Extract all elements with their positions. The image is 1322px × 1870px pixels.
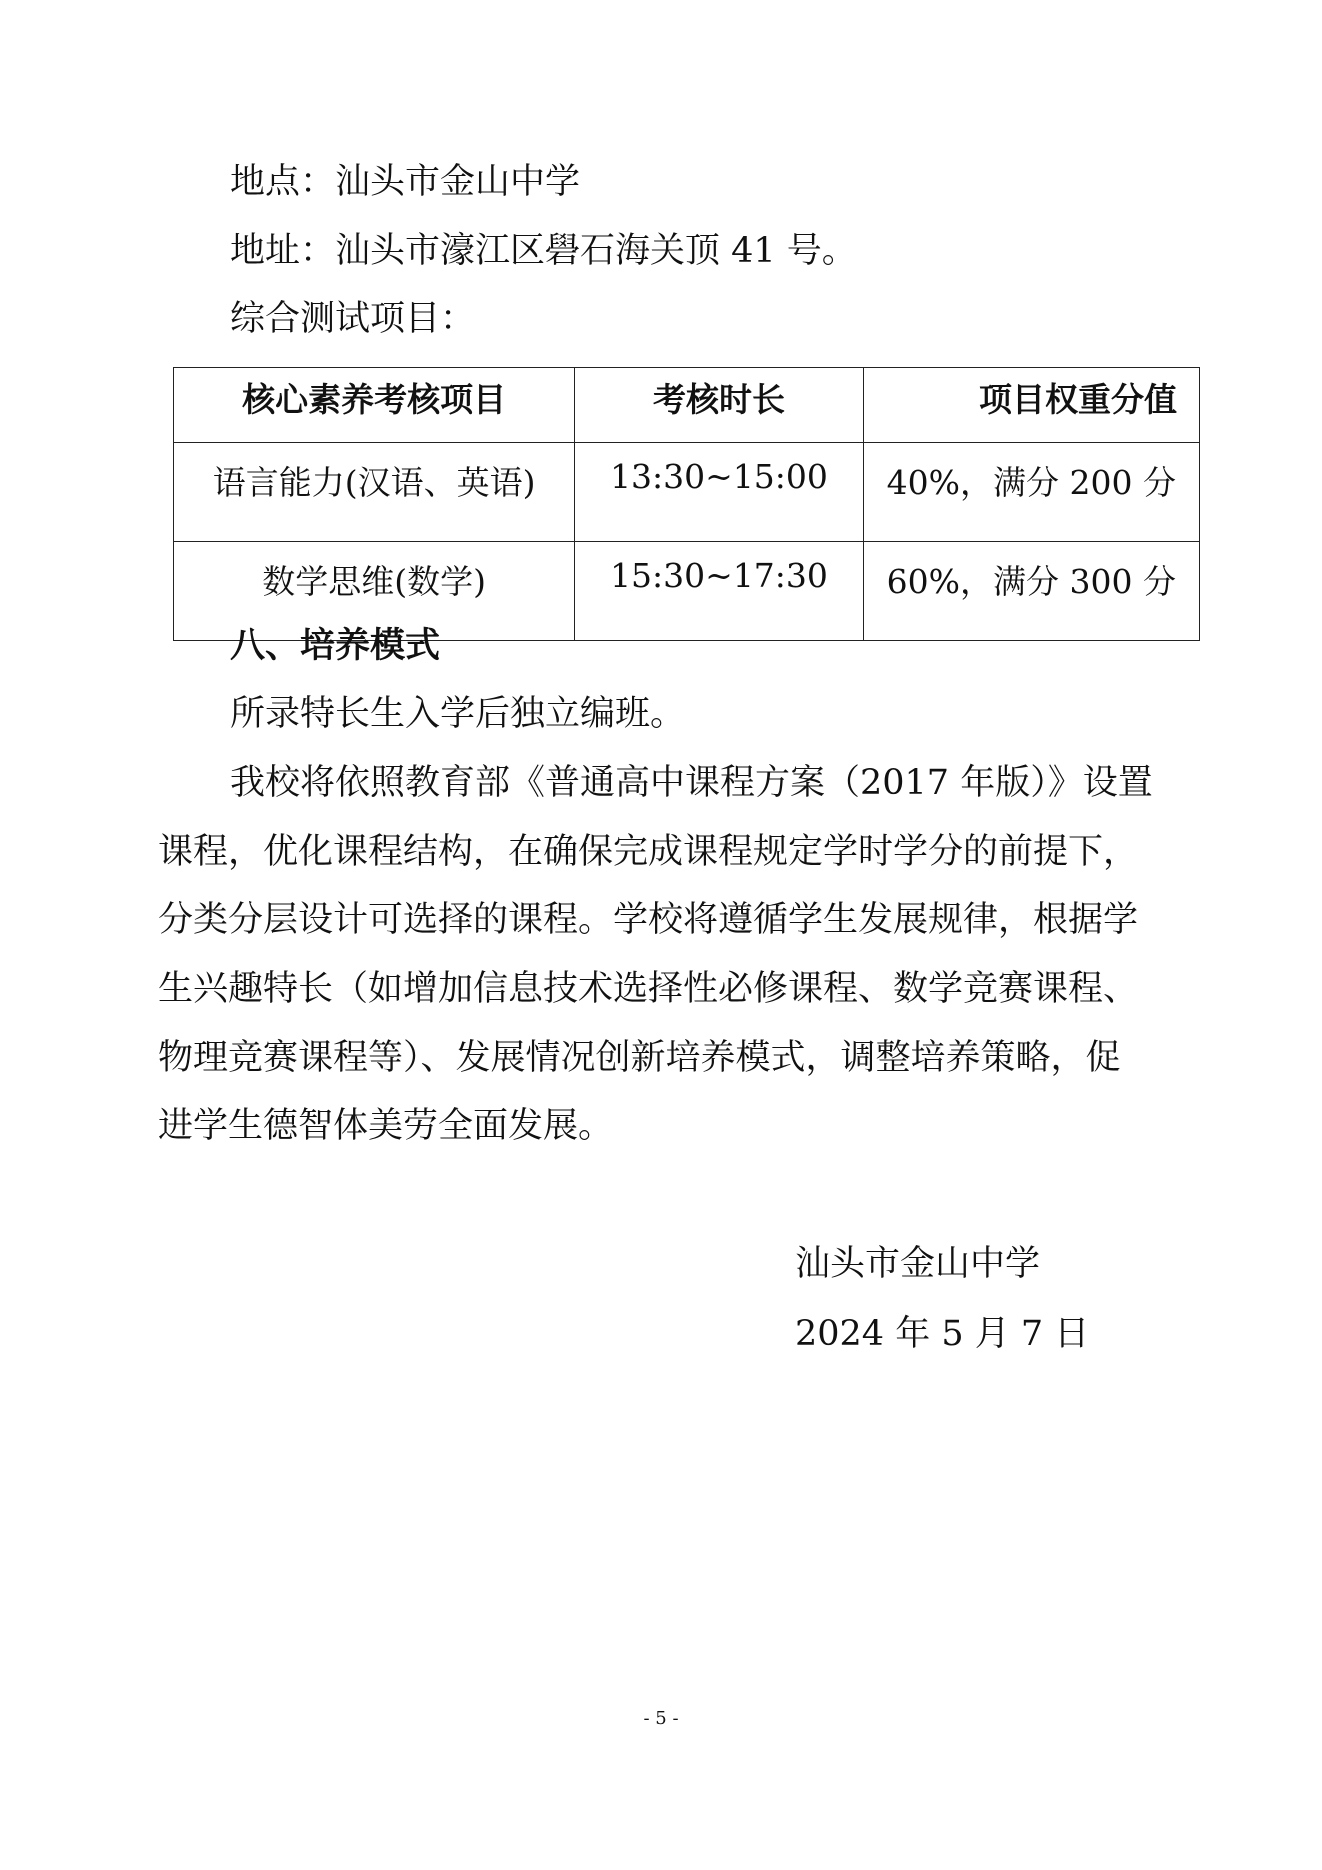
table-cell: 语言能力(汉语、英语): [174, 443, 575, 542]
table-cell: 40%，满分 200 分: [863, 443, 1199, 542]
paragraph-line: 物理竞赛课程等）、发展情况创新培养模式，调整培养策略，促: [158, 1038, 1121, 1078]
paragraph-line: 我校将依照教育部《普通高中课程方案（2017 年版）》设置: [230, 763, 1153, 803]
address-line: 地址：汕头市濠江区礐石海关顶 41 号。: [230, 231, 857, 271]
paragraph-line: 分类分层设计可选择的课程。学校将遵循学生发展规律，根据学: [158, 900, 1139, 940]
paragraph: 所录特长生入学后独立编班。: [230, 694, 686, 734]
table-header-row: [174, 368, 1200, 443]
table-header: 核心素养考核项目: [174, 368, 575, 443]
table-cell: 15:30~17:30: [575, 542, 863, 641]
table-row: [174, 443, 1200, 542]
table-cell: 13:30~15:00: [575, 443, 863, 542]
test-items-label: 综合测试项目：: [230, 299, 476, 339]
paragraph-line: 课程，优化课程结构，在确保完成课程规定学时学分的前提下，: [158, 832, 1139, 872]
signature-org: 汕头市金山中学: [795, 1244, 1041, 1284]
table-cell: 60%，满分 300 分: [863, 542, 1199, 641]
paragraph-line: 进学生德智体美劳全面发展。: [158, 1106, 614, 1146]
location-line: 地点：汕头市金山中学: [230, 162, 581, 202]
table-header: 考核时长: [575, 368, 863, 443]
page-number: - 5 -: [643, 1708, 679, 1729]
signature-date: 2024 年 5 月 7 日: [795, 1314, 1090, 1354]
section-heading: 八、培养模式: [230, 625, 441, 666]
test-items-table: [173, 367, 1200, 641]
table-header: 项目权重分值: [863, 368, 1199, 443]
paragraph-line: 生兴趣特长（如增加信息技术选择性必修课程、数学竞赛课程、: [158, 969, 1139, 1009]
table-cell: 数学思维(数学): [174, 542, 575, 641]
